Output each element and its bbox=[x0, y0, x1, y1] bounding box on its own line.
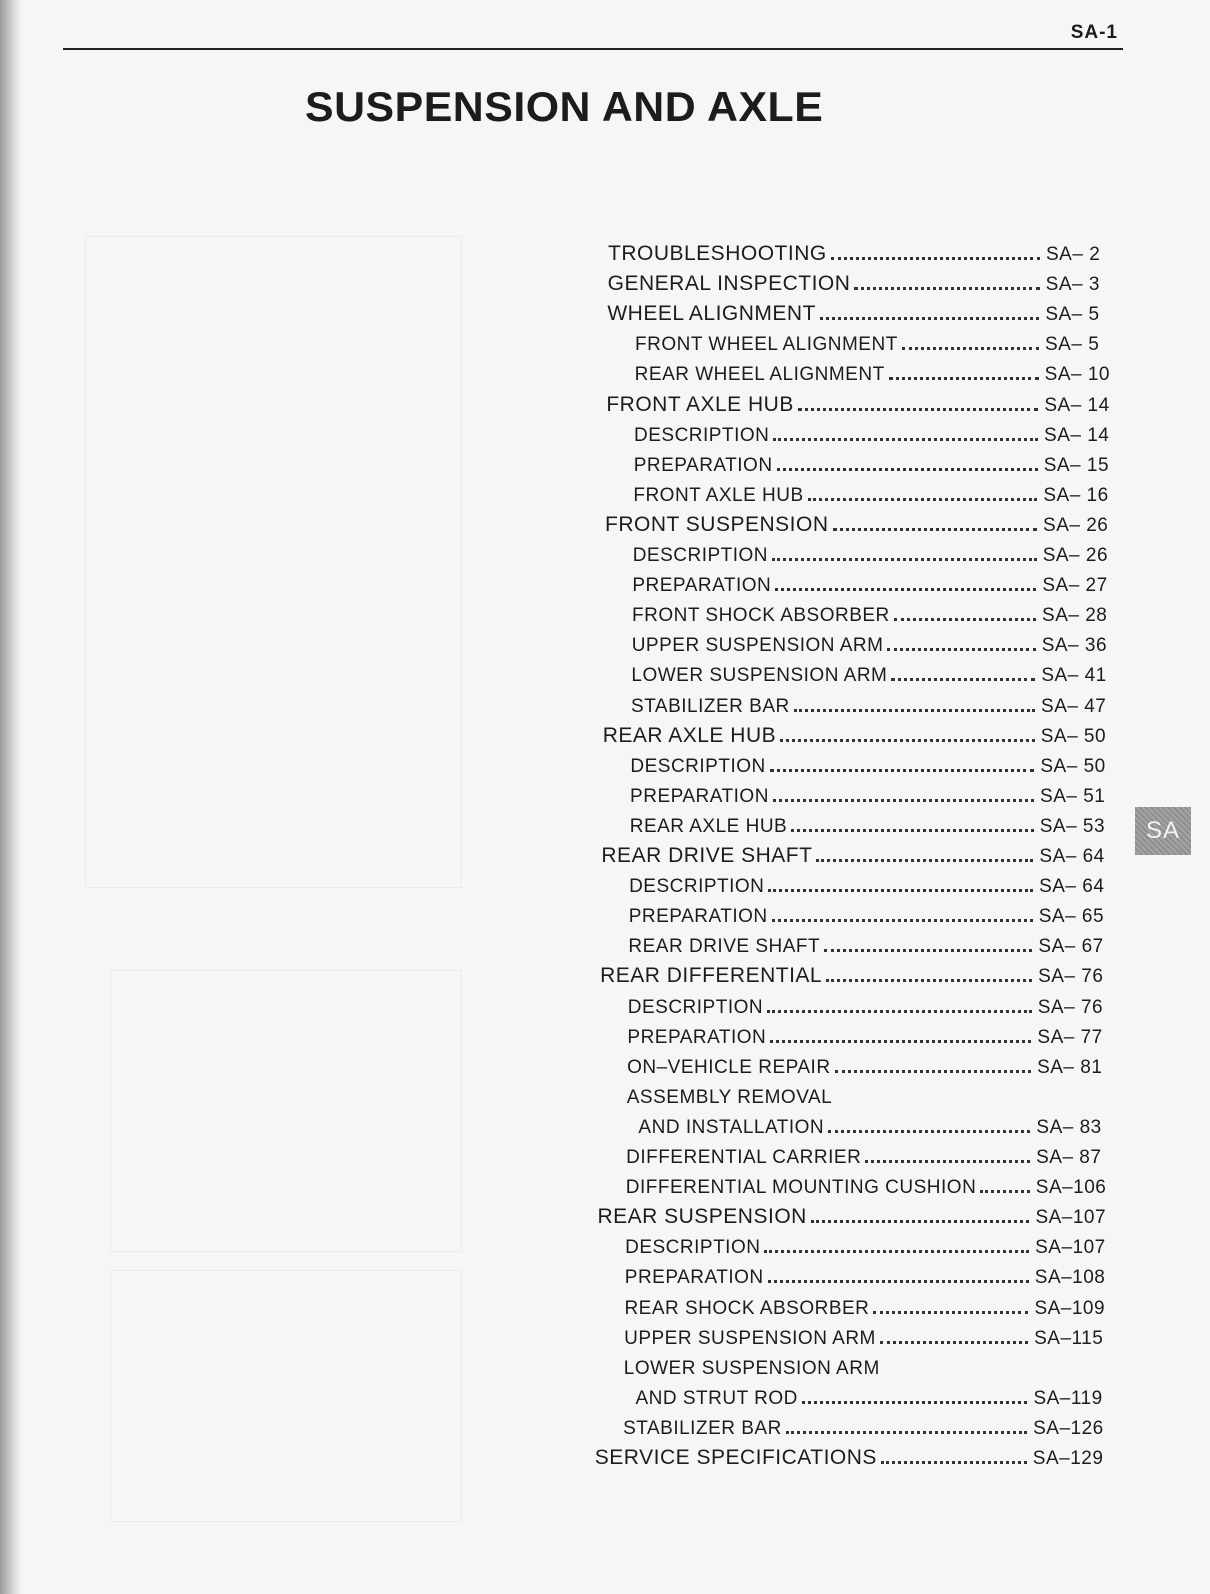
dot-leader bbox=[902, 347, 1039, 350]
dot-leader bbox=[894, 618, 1036, 621]
dot-leader bbox=[768, 1280, 1029, 1283]
toc-entry-page: SA–108 bbox=[1034, 1267, 1106, 1289]
toc-entry-title: DESCRIPTION bbox=[629, 876, 765, 898]
dot-leader bbox=[773, 799, 1034, 802]
toc-entry-title: DESCRIPTION bbox=[625, 1237, 761, 1259]
toc-entry-page: SA– 47 bbox=[1041, 695, 1107, 717]
toc-entry-title: STABILIZER BAR bbox=[623, 1417, 782, 1439]
toc-entry-title: LOWER SUSPENSION ARM bbox=[623, 1357, 880, 1379]
toc-entry[interactable] bbox=[628, 989, 1110, 1019]
toc-entry-title: DESCRIPTION bbox=[630, 755, 766, 777]
toc-entry[interactable] bbox=[597, 1199, 1107, 1229]
toc-entry-title: GENERAL INSPECTION bbox=[607, 272, 851, 296]
dot-leader bbox=[889, 377, 1039, 380]
toc-entry-page: SA– 26 bbox=[1042, 545, 1109, 566]
dot-leader bbox=[767, 1010, 1032, 1013]
dot-leader bbox=[980, 1190, 1029, 1193]
toc-entry-page: SA– 53 bbox=[1039, 815, 1106, 837]
dot-leader bbox=[773, 438, 1038, 441]
toc-entry-page: SA– 2 bbox=[1046, 244, 1101, 265]
toc-entry-page: SA– 36 bbox=[1041, 635, 1108, 657]
toc-entry[interactable] bbox=[631, 688, 1113, 718]
toc-entry-page: SA– 51 bbox=[1040, 785, 1106, 807]
toc-entry[interactable] bbox=[601, 838, 1111, 868]
dot-leader bbox=[777, 468, 1038, 471]
toc-entry[interactable] bbox=[628, 928, 1110, 958]
toc-entry-title: LOWER SUSPENSION ARM bbox=[631, 665, 888, 687]
toc-entry-title: DESCRIPTION bbox=[632, 545, 769, 566]
toc-entry-title: DIFFERENTIAL CARRIER bbox=[626, 1147, 862, 1168]
toc-entry-page: SA–119 bbox=[1033, 1387, 1103, 1409]
toc-entry-page: SA– 50 bbox=[1040, 755, 1106, 777]
bleed-through-table bbox=[85, 236, 462, 888]
toc-entry-title: PREPARATION bbox=[630, 785, 769, 807]
toc-entry[interactable] bbox=[606, 387, 1116, 417]
dot-leader bbox=[794, 709, 1035, 712]
toc-entry[interactable] bbox=[605, 507, 1115, 537]
toc-entry[interactable] bbox=[624, 1320, 1106, 1350]
toc-entry[interactable] bbox=[632, 567, 1114, 597]
toc-entry[interactable] bbox=[624, 1290, 1106, 1320]
toc-entry-title: FRONT WHEEL ALIGNMENT bbox=[635, 334, 898, 356]
page-title: SUSPENSION AND AXLE bbox=[305, 83, 824, 130]
toc-entry-title: REAR WHEEL ALIGNMENT bbox=[634, 364, 885, 386]
toc-entry-page: SA– 28 bbox=[1042, 605, 1108, 627]
toc-entry-page: SA– 50 bbox=[1040, 725, 1107, 747]
toc-entry-title: STABILIZER BAR bbox=[631, 695, 790, 717]
toc-entry[interactable] bbox=[632, 627, 1114, 657]
dot-leader bbox=[833, 528, 1038, 531]
dot-leader bbox=[791, 829, 1034, 832]
toc-entry-title: FRONT AXLE HUB bbox=[606, 392, 794, 416]
dot-leader bbox=[887, 648, 1035, 651]
toc-entry-title: PREPARATION bbox=[633, 454, 773, 476]
dot-leader bbox=[811, 1220, 1030, 1223]
toc-entry-title: SERVICE SPECIFICATIONS bbox=[594, 1446, 877, 1469]
toc-entry[interactable] bbox=[626, 1139, 1108, 1169]
toc-entry-page: SA– 76 bbox=[1038, 966, 1104, 988]
toc-entry-title: TROUBLESHOOTING bbox=[608, 242, 827, 265]
dot-leader bbox=[772, 558, 1037, 561]
toc-entry-title: PREPARATION bbox=[624, 1267, 764, 1289]
page-number: SA-1 bbox=[1070, 22, 1118, 43]
dot-leader bbox=[824, 949, 1032, 952]
toc-entry[interactable] bbox=[631, 657, 1113, 687]
toc-entry[interactable] bbox=[633, 537, 1115, 567]
dot-leader bbox=[770, 769, 1035, 772]
toc-entry[interactable] bbox=[634, 447, 1116, 477]
toc-entry-title: REAR AXLE HUB bbox=[602, 723, 777, 747]
toc-entry[interactable] bbox=[595, 1440, 1105, 1470]
toc-entry[interactable] bbox=[626, 1169, 1108, 1199]
toc-entry-page: SA– 76 bbox=[1037, 996, 1104, 1018]
toc-entry[interactable] bbox=[625, 1259, 1107, 1289]
toc-entry[interactable] bbox=[608, 266, 1118, 296]
dot-leader bbox=[802, 1401, 1028, 1404]
toc-entry[interactable] bbox=[627, 1019, 1109, 1049]
toc-entry[interactable] bbox=[624, 1350, 1106, 1380]
toc-entry[interactable] bbox=[603, 718, 1113, 748]
toc-entry[interactable] bbox=[638, 1109, 1108, 1139]
dot-leader bbox=[768, 889, 1033, 892]
toc-entry-title: AND STRUT ROD bbox=[635, 1387, 798, 1409]
toc-entry-page: SA– 65 bbox=[1038, 906, 1105, 928]
toc-entry-page: SA–107 bbox=[1035, 1207, 1107, 1229]
dot-leader bbox=[780, 739, 1035, 742]
toc-entry-title: REAR DIFFERENTIAL bbox=[600, 964, 823, 988]
toc-entry-page: SA– 41 bbox=[1041, 665, 1107, 687]
toc-entry-title: DIFFERENTIAL MOUNTING CUSHION bbox=[625, 1177, 977, 1199]
dot-leader bbox=[770, 1040, 1031, 1043]
toc-entry-title: PREPARATION bbox=[632, 575, 772, 597]
dot-leader bbox=[764, 1250, 1029, 1253]
dot-leader bbox=[775, 588, 1036, 591]
toc-entry[interactable] bbox=[608, 236, 1118, 266]
toc-entry-title: UPPER SUSPENSION ARM bbox=[624, 1327, 876, 1349]
toc-entry[interactable] bbox=[630, 748, 1112, 778]
dot-leader bbox=[820, 317, 1039, 320]
toc-entry[interactable] bbox=[635, 1380, 1105, 1410]
dot-leader bbox=[826, 979, 1032, 982]
toc-entry[interactable] bbox=[600, 958, 1110, 988]
toc-entry-page: SA– 16 bbox=[1043, 484, 1109, 506]
toc-entry-title: UPPER SUSPENSION ARM bbox=[631, 635, 884, 657]
toc-entry-page: SA– 14 bbox=[1044, 424, 1110, 446]
dot-leader bbox=[881, 1461, 1027, 1464]
toc-entry-page: SA–106 bbox=[1035, 1177, 1107, 1199]
toc-entry-page: SA– 77 bbox=[1037, 1026, 1103, 1048]
toc-entry-title: PREPARATION bbox=[627, 1026, 767, 1048]
toc-entry-title: REAR SUSPENSION bbox=[597, 1205, 807, 1229]
toc-entry-title: WHEEL ALIGNMENT bbox=[607, 302, 816, 326]
toc-entry-page: SA– 83 bbox=[1036, 1116, 1102, 1138]
dot-leader bbox=[891, 678, 1035, 681]
page-edge-shadow bbox=[0, 0, 22, 1594]
dot-leader bbox=[772, 919, 1033, 922]
toc-entry-title: DESCRIPTION bbox=[634, 424, 770, 446]
toc-entry-page: SA–126 bbox=[1033, 1417, 1104, 1439]
toc-entry-title: ON–VEHICLE REPAIR bbox=[627, 1056, 831, 1078]
header-rule bbox=[63, 48, 1123, 50]
toc-entry[interactable] bbox=[623, 1410, 1105, 1440]
toc-entry-page: SA–109 bbox=[1034, 1297, 1106, 1319]
toc-entry-page: SA– 3 bbox=[1045, 274, 1100, 296]
toc-entry[interactable] bbox=[635, 326, 1117, 356]
toc-entry-page: SA– 64 bbox=[1039, 846, 1105, 867]
toc-entry[interactable] bbox=[634, 417, 1116, 447]
toc-entry-title: REAR DRIVE SHAFT bbox=[601, 844, 813, 867]
dot-leader bbox=[873, 1311, 1028, 1314]
toc-entry-page: SA– 81 bbox=[1037, 1056, 1103, 1078]
toc-entry-title: FRONT SUSPENSION bbox=[605, 512, 829, 536]
section-tab[interactable]: SA bbox=[1135, 807, 1191, 855]
toc-entry[interactable] bbox=[629, 868, 1111, 898]
dot-leader bbox=[798, 408, 1039, 411]
toc-entry-title: PREPARATION bbox=[628, 906, 768, 928]
toc-entry-page: SA– 67 bbox=[1038, 936, 1104, 958]
toc-entry-title: REAR SHOCK ABSORBER bbox=[624, 1297, 870, 1319]
toc-entry[interactable] bbox=[632, 597, 1114, 627]
toc-entry[interactable] bbox=[630, 778, 1112, 808]
toc-entry-page: SA–115 bbox=[1034, 1327, 1104, 1349]
toc-entry-title: FRONT AXLE HUB bbox=[633, 484, 804, 506]
bleed-through-figure-2 bbox=[110, 1270, 462, 1522]
dot-leader bbox=[786, 1431, 1027, 1434]
toc-entry-title: ASSEMBLY REMOVAL bbox=[626, 1086, 833, 1108]
toc-entry-page: SA–129 bbox=[1032, 1448, 1104, 1469]
toc-entry-title: AND INSTALLATION bbox=[638, 1116, 825, 1138]
toc-entry[interactable] bbox=[633, 477, 1115, 507]
dot-leader bbox=[808, 498, 1038, 501]
toc-entry-page: SA– 5 bbox=[1045, 304, 1100, 326]
toc-entry-page: SA– 64 bbox=[1039, 876, 1105, 898]
toc-entry-title: DESCRIPTION bbox=[627, 996, 764, 1018]
toc-entry[interactable] bbox=[627, 1049, 1109, 1079]
toc-entry[interactable] bbox=[629, 898, 1111, 928]
dot-leader bbox=[865, 1160, 1030, 1163]
toc-entry[interactable] bbox=[630, 808, 1112, 838]
toc-entry-page: SA– 10 bbox=[1044, 364, 1110, 386]
dot-leader bbox=[854, 287, 1039, 290]
bleed-through-figure bbox=[110, 970, 462, 1252]
toc-entry-page: SA–107 bbox=[1035, 1237, 1106, 1259]
toc-entry[interactable] bbox=[607, 296, 1117, 326]
toc-entry-page: SA– 5 bbox=[1045, 334, 1100, 356]
dot-leader bbox=[831, 257, 1040, 260]
toc-entry[interactable] bbox=[635, 356, 1117, 386]
toc-entry-page: SA– 87 bbox=[1036, 1147, 1102, 1168]
toc-entry-page: SA– 15 bbox=[1043, 454, 1110, 476]
toc-entry-title: REAR AXLE HUB bbox=[629, 815, 788, 837]
dot-leader bbox=[835, 1070, 1032, 1073]
toc-entry-page: SA– 14 bbox=[1044, 394, 1110, 416]
toc-entry[interactable] bbox=[627, 1079, 1109, 1109]
toc-entry-title: REAR DRIVE SHAFT bbox=[628, 936, 821, 958]
dot-leader bbox=[816, 859, 1033, 862]
dot-leader bbox=[828, 1130, 1030, 1133]
dot-leader bbox=[880, 1341, 1028, 1344]
toc-entry[interactable] bbox=[625, 1229, 1107, 1259]
toc-entry-title: FRONT SHOCK ABSORBER bbox=[632, 605, 890, 627]
toc-entry-page: SA– 27 bbox=[1042, 575, 1108, 597]
toc-entry-page: SA– 26 bbox=[1043, 514, 1109, 536]
